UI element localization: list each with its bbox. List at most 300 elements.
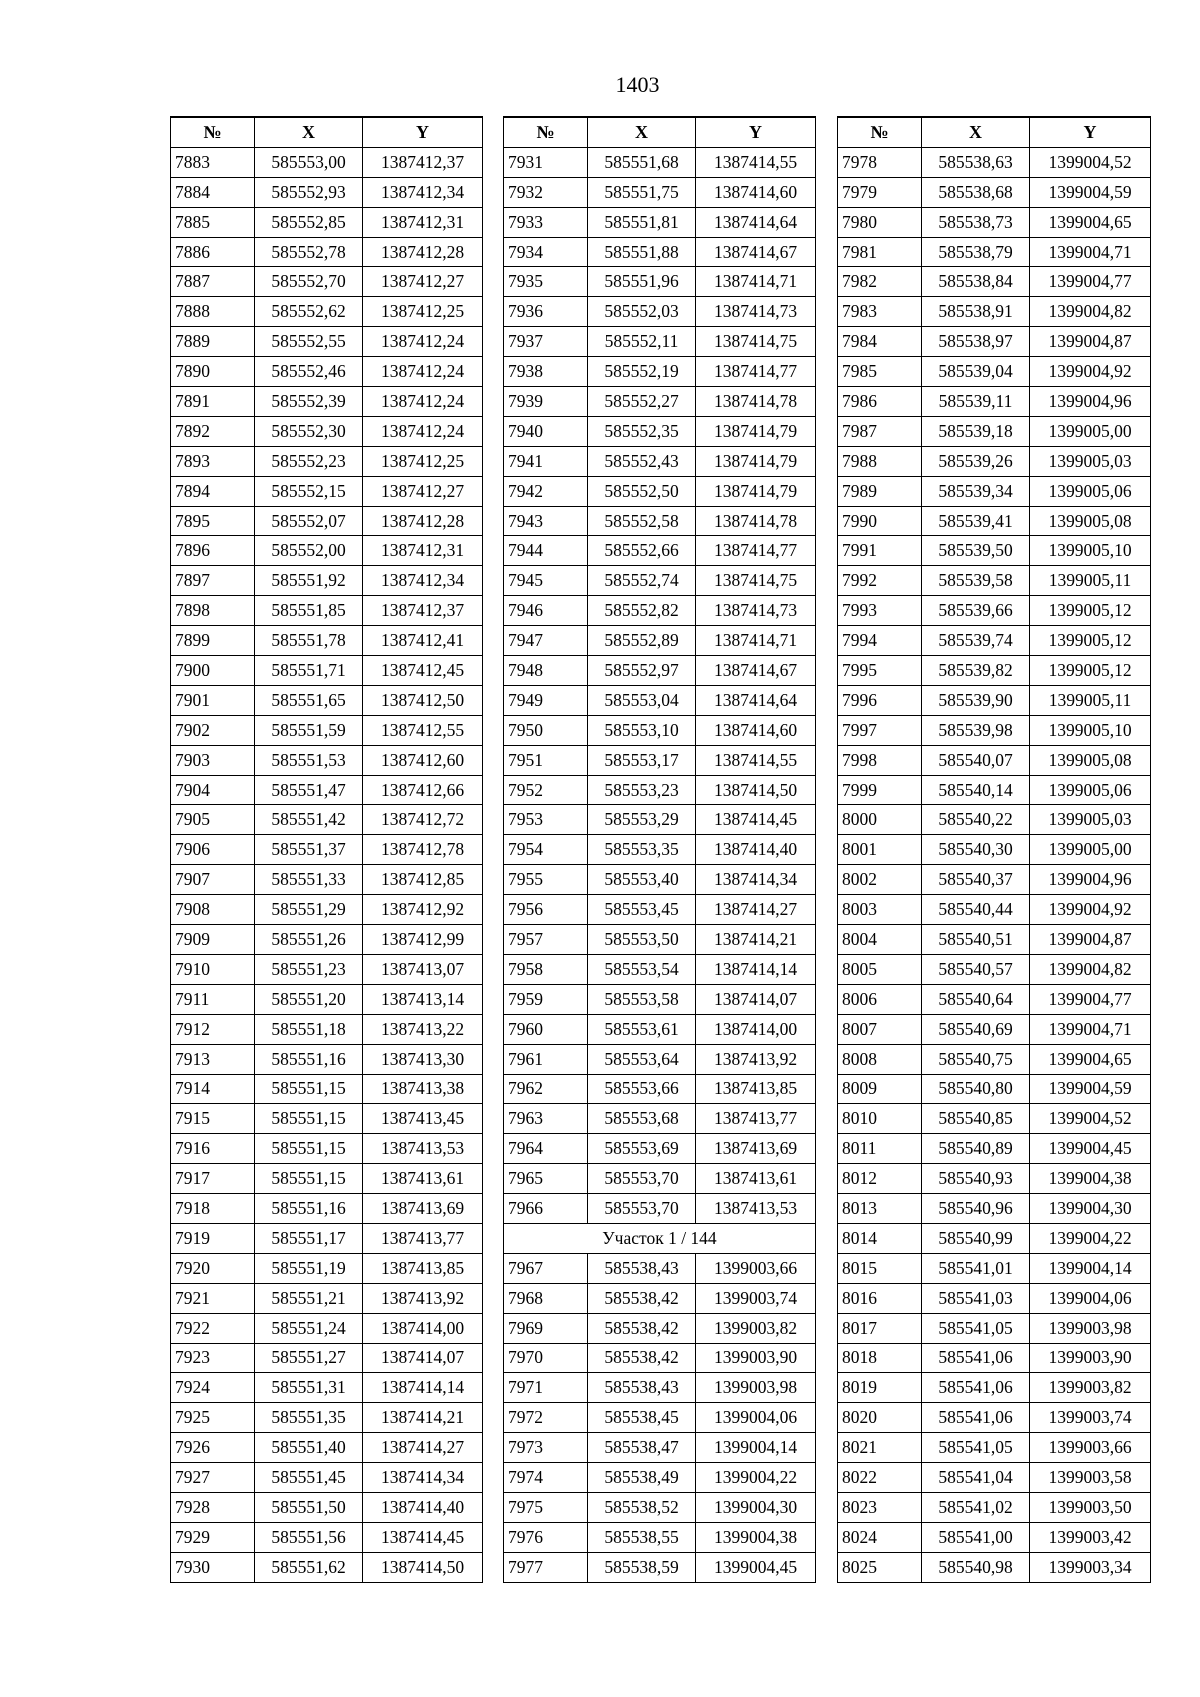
point-number: 7913 <box>171 1044 255 1074</box>
y-coordinate: 1387414,64 <box>696 685 816 715</box>
x-coordinate: 585538,52 <box>588 1492 696 1522</box>
table-row <box>504 656 816 686</box>
x-coordinate: 585540,99 <box>922 1223 1030 1253</box>
table-row <box>171 835 483 865</box>
point-number: 7885 <box>171 207 255 237</box>
coordinates-table-2 <box>503 116 816 1583</box>
y-coordinate: 1399003,82 <box>696 1313 816 1343</box>
x-coordinate: 585552,55 <box>255 327 363 357</box>
y-coordinate: 1387414,00 <box>696 1014 816 1044</box>
section-label: Участок 1 / 144 <box>504 1223 816 1253</box>
x-coordinate: 585539,26 <box>922 446 1030 476</box>
y-coordinate: 1387412,25 <box>363 297 483 327</box>
point-number: 7978 <box>838 147 922 177</box>
x-coordinate: 585552,78 <box>255 237 363 267</box>
x-coordinate: 585538,43 <box>588 1253 696 1283</box>
y-coordinate: 1387414,67 <box>696 237 816 267</box>
table-row <box>171 1463 483 1493</box>
table-row <box>171 237 483 267</box>
x-coordinate: 585539,50 <box>922 536 1030 566</box>
point-number: 7935 <box>504 267 588 297</box>
point-number: 7936 <box>504 297 588 327</box>
table-row <box>504 626 816 656</box>
y-coordinate: 1387413,92 <box>696 1044 816 1074</box>
y-coordinate: 1387413,07 <box>363 954 483 984</box>
y-coordinate: 1399003,98 <box>696 1373 816 1403</box>
table-row <box>838 925 1151 955</box>
table-row <box>504 895 816 925</box>
table-row <box>838 566 1151 596</box>
table-row <box>838 177 1151 207</box>
point-number: 7997 <box>838 715 922 745</box>
table-row <box>838 1343 1151 1373</box>
y-coordinate: 1387412,28 <box>363 506 483 536</box>
point-number: 7907 <box>171 865 255 895</box>
x-coordinate: 585551,88 <box>588 237 696 267</box>
x-coordinate: 585553,69 <box>588 1134 696 1164</box>
point-number: 7969 <box>504 1313 588 1343</box>
table-row <box>171 1194 483 1224</box>
point-number: 7990 <box>838 506 922 536</box>
point-number: 8001 <box>838 835 922 865</box>
table-row <box>171 626 483 656</box>
point-number: 7979 <box>838 177 922 207</box>
point-number: 8022 <box>838 1463 922 1493</box>
x-coordinate: 585552,19 <box>588 357 696 387</box>
point-number: 7965 <box>504 1164 588 1194</box>
point-number: 7993 <box>838 596 922 626</box>
table-row <box>171 476 483 506</box>
table-row <box>171 387 483 417</box>
x-coordinate: 585551,96 <box>588 267 696 297</box>
table-row <box>504 446 816 476</box>
x-coordinate: 585540,85 <box>922 1104 1030 1134</box>
y-coordinate: 1387413,45 <box>363 1104 483 1134</box>
y-coordinate: 1387413,69 <box>363 1194 483 1224</box>
table-row <box>838 984 1151 1014</box>
table-row <box>171 656 483 686</box>
y-coordinate: 1399005,08 <box>1030 506 1151 536</box>
table-row <box>504 1194 816 1224</box>
table-row <box>838 1134 1151 1164</box>
y-coordinate: 1387413,77 <box>696 1104 816 1134</box>
x-coordinate: 585553,70 <box>588 1194 696 1224</box>
table-row <box>504 1463 816 1493</box>
y-coordinate: 1399004,22 <box>696 1463 816 1493</box>
table-row <box>504 297 816 327</box>
y-coordinate: 1387412,55 <box>363 715 483 745</box>
x-coordinate: 585551,68 <box>588 147 696 177</box>
point-number: 7962 <box>504 1074 588 1104</box>
y-coordinate: 1399005,06 <box>1030 476 1151 506</box>
table-row <box>504 1433 816 1463</box>
y-coordinate: 1399004,38 <box>696 1522 816 1552</box>
y-coordinate: 1387414,40 <box>696 835 816 865</box>
y-coordinate: 1399004,71 <box>1030 237 1151 267</box>
point-number: 7891 <box>171 387 255 417</box>
point-number: 7939 <box>504 387 588 417</box>
y-coordinate: 1399004,06 <box>696 1403 816 1433</box>
table-row <box>838 835 1151 865</box>
point-number: 7988 <box>838 446 922 476</box>
y-coordinate: 1387414,71 <box>696 267 816 297</box>
x-coordinate: 585552,82 <box>588 596 696 626</box>
y-coordinate: 1387414,79 <box>696 446 816 476</box>
table-row <box>504 1313 816 1343</box>
point-number: 7951 <box>504 745 588 775</box>
y-coordinate: 1399004,96 <box>1030 387 1151 417</box>
table-row <box>504 925 816 955</box>
table-row <box>504 1134 816 1164</box>
x-coordinate: 585538,55 <box>588 1522 696 1552</box>
point-number: 7985 <box>838 357 922 387</box>
y-coordinate: 1387414,73 <box>696 297 816 327</box>
point-number: 7895 <box>171 506 255 536</box>
point-number: 7915 <box>171 1104 255 1134</box>
x-coordinate: 585553,00 <box>255 147 363 177</box>
x-coordinate: 585553,61 <box>588 1014 696 1044</box>
point-number: 8019 <box>838 1373 922 1403</box>
x-coordinate: 585551,45 <box>255 1463 363 1493</box>
point-number: 7919 <box>171 1223 255 1253</box>
x-coordinate: 585552,15 <box>255 476 363 506</box>
y-coordinate: 1399004,22 <box>1030 1223 1151 1253</box>
y-coordinate: 1387413,53 <box>363 1134 483 1164</box>
point-number: 7955 <box>504 865 588 895</box>
x-coordinate: 585553,68 <box>588 1104 696 1134</box>
y-coordinate: 1387412,41 <box>363 626 483 656</box>
y-coordinate: 1387412,92 <box>363 895 483 925</box>
table-row <box>171 984 483 1014</box>
y-coordinate: 1399005,10 <box>1030 536 1151 566</box>
table-row <box>171 177 483 207</box>
header-number: № <box>171 117 255 147</box>
x-coordinate: 585553,66 <box>588 1074 696 1104</box>
point-number: 7950 <box>504 715 588 745</box>
x-coordinate: 585541,02 <box>922 1492 1030 1522</box>
table-row <box>504 1343 816 1373</box>
table-row <box>504 327 816 357</box>
point-number: 7927 <box>171 1463 255 1493</box>
x-coordinate: 585553,70 <box>588 1164 696 1194</box>
y-coordinate: 1387414,14 <box>696 954 816 984</box>
point-number: 7943 <box>504 506 588 536</box>
table-row <box>504 1104 816 1134</box>
table-row <box>504 596 816 626</box>
x-coordinate: 585538,43 <box>588 1373 696 1403</box>
y-coordinate: 1399005,11 <box>1030 566 1151 596</box>
y-coordinate: 1399005,12 <box>1030 626 1151 656</box>
y-coordinate: 1387414,34 <box>363 1463 483 1493</box>
table-row <box>171 1074 483 1104</box>
y-coordinate: 1399004,82 <box>1030 954 1151 984</box>
x-coordinate: 585551,24 <box>255 1313 363 1343</box>
x-coordinate: 585539,11 <box>922 387 1030 417</box>
x-coordinate: 585540,37 <box>922 865 1030 895</box>
point-number: 7923 <box>171 1343 255 1373</box>
y-coordinate: 1399004,14 <box>696 1433 816 1463</box>
y-coordinate: 1387412,99 <box>363 925 483 955</box>
x-coordinate: 585551,29 <box>255 895 363 925</box>
table-row <box>171 1134 483 1164</box>
y-coordinate: 1399004,71 <box>1030 1014 1151 1044</box>
table-row <box>838 1164 1151 1194</box>
header-y: Y <box>696 117 816 147</box>
x-coordinate: 585540,89 <box>922 1134 1030 1164</box>
y-coordinate: 1399005,00 <box>1030 835 1151 865</box>
table-row <box>171 297 483 327</box>
x-coordinate: 585552,46 <box>255 357 363 387</box>
x-coordinate: 585553,54 <box>588 954 696 984</box>
x-coordinate: 585539,98 <box>922 715 1030 745</box>
point-number: 7929 <box>171 1522 255 1552</box>
table-row <box>838 1283 1151 1313</box>
x-coordinate: 585538,84 <box>922 267 1030 297</box>
table-row <box>838 895 1151 925</box>
point-number: 7909 <box>171 925 255 955</box>
y-coordinate: 1399003,58 <box>1030 1463 1151 1493</box>
table-row <box>171 267 483 297</box>
y-coordinate: 1387412,45 <box>363 656 483 686</box>
table-row <box>838 1522 1151 1552</box>
y-coordinate: 1387414,77 <box>696 357 816 387</box>
x-coordinate: 585551,15 <box>255 1074 363 1104</box>
table-row <box>504 566 816 596</box>
table-row <box>838 1492 1151 1522</box>
y-coordinate: 1399003,74 <box>1030 1403 1151 1433</box>
x-coordinate: 585551,20 <box>255 984 363 1014</box>
x-coordinate: 585540,96 <box>922 1194 1030 1224</box>
y-coordinate: 1387414,07 <box>363 1343 483 1373</box>
x-coordinate: 585552,03 <box>588 297 696 327</box>
table-row <box>171 357 483 387</box>
table-row <box>171 1104 483 1134</box>
y-coordinate: 1387412,31 <box>363 207 483 237</box>
point-number: 7964 <box>504 1134 588 1164</box>
table-row <box>504 835 816 865</box>
x-coordinate: 585539,34 <box>922 476 1030 506</box>
point-number: 8017 <box>838 1313 922 1343</box>
x-coordinate: 585551,19 <box>255 1253 363 1283</box>
y-coordinate: 1387414,64 <box>696 207 816 237</box>
y-coordinate: 1387413,38 <box>363 1074 483 1104</box>
point-number: 7922 <box>171 1313 255 1343</box>
y-coordinate: 1399005,00 <box>1030 416 1151 446</box>
y-coordinate: 1399004,87 <box>1030 327 1151 357</box>
x-coordinate: 585553,50 <box>588 925 696 955</box>
x-coordinate: 585552,89 <box>588 626 696 656</box>
x-coordinate: 585551,18 <box>255 1014 363 1044</box>
y-coordinate: 1387414,07 <box>696 984 816 1014</box>
table-row <box>171 1373 483 1403</box>
x-coordinate: 585551,16 <box>255 1044 363 1074</box>
x-coordinate: 585551,21 <box>255 1283 363 1313</box>
point-number: 8024 <box>838 1522 922 1552</box>
table-row <box>171 446 483 476</box>
table-row <box>838 506 1151 536</box>
y-coordinate: 1399005,03 <box>1030 805 1151 835</box>
point-number: 7883 <box>171 147 255 177</box>
point-number: 7975 <box>504 1492 588 1522</box>
x-coordinate: 585538,68 <box>922 177 1030 207</box>
y-coordinate: 1399005,12 <box>1030 656 1151 686</box>
y-coordinate: 1387413,22 <box>363 1014 483 1044</box>
x-coordinate: 585538,42 <box>588 1313 696 1343</box>
point-number: 7904 <box>171 775 255 805</box>
point-number: 7972 <box>504 1403 588 1433</box>
x-coordinate: 585553,64 <box>588 1044 696 1074</box>
point-number: 7925 <box>171 1403 255 1433</box>
point-number: 7894 <box>171 476 255 506</box>
y-coordinate: 1387412,37 <box>363 596 483 626</box>
x-coordinate: 585541,06 <box>922 1403 1030 1433</box>
coordinates-table-3 <box>837 116 1151 1583</box>
table-row <box>838 237 1151 267</box>
y-coordinate: 1399004,06 <box>1030 1283 1151 1313</box>
y-coordinate: 1399005,11 <box>1030 685 1151 715</box>
x-coordinate: 585539,04 <box>922 357 1030 387</box>
table-row <box>504 476 816 506</box>
y-coordinate: 1399004,59 <box>1030 177 1151 207</box>
point-number: 7893 <box>171 446 255 476</box>
point-number: 7910 <box>171 954 255 984</box>
point-number: 8015 <box>838 1253 922 1283</box>
x-coordinate: 585551,75 <box>588 177 696 207</box>
point-number: 7987 <box>838 416 922 446</box>
y-coordinate: 1387414,45 <box>696 805 816 835</box>
point-number: 7989 <box>838 476 922 506</box>
y-coordinate: 1399005,12 <box>1030 596 1151 626</box>
y-coordinate: 1399004,45 <box>696 1552 816 1582</box>
table-row <box>838 446 1151 476</box>
table-row <box>504 865 816 895</box>
table-row <box>171 1014 483 1044</box>
point-number: 7916 <box>171 1134 255 1164</box>
y-coordinate: 1399003,66 <box>1030 1433 1151 1463</box>
table-row <box>838 147 1151 177</box>
point-number: 7903 <box>171 745 255 775</box>
y-coordinate: 1387412,34 <box>363 177 483 207</box>
table-row <box>838 1433 1151 1463</box>
table-row <box>838 775 1151 805</box>
x-coordinate: 585539,18 <box>922 416 1030 446</box>
y-coordinate: 1387414,73 <box>696 596 816 626</box>
x-coordinate: 585551,15 <box>255 1164 363 1194</box>
table-header-row <box>838 117 1151 147</box>
x-coordinate: 585540,07 <box>922 745 1030 775</box>
x-coordinate: 585540,93 <box>922 1164 1030 1194</box>
section-header-row <box>504 1223 816 1253</box>
table-row <box>504 1164 816 1194</box>
table-row <box>504 1403 816 1433</box>
point-number: 7905 <box>171 805 255 835</box>
table-row <box>504 1014 816 1044</box>
x-coordinate: 585538,47 <box>588 1433 696 1463</box>
point-number: 7998 <box>838 745 922 775</box>
point-number: 7956 <box>504 895 588 925</box>
table-header-row <box>171 117 483 147</box>
table-row <box>504 267 816 297</box>
point-number: 8008 <box>838 1044 922 1074</box>
table-row <box>171 416 483 446</box>
y-coordinate: 1387413,30 <box>363 1044 483 1074</box>
table-row <box>838 1253 1151 1283</box>
y-coordinate: 1399003,34 <box>1030 1552 1151 1582</box>
table-row <box>504 207 816 237</box>
table-row <box>838 865 1151 895</box>
point-number: 8003 <box>838 895 922 925</box>
point-number: 7897 <box>171 566 255 596</box>
point-number: 7973 <box>504 1433 588 1463</box>
point-number: 8011 <box>838 1134 922 1164</box>
x-coordinate: 585553,17 <box>588 745 696 775</box>
x-coordinate: 585538,79 <box>922 237 1030 267</box>
point-number: 7983 <box>838 297 922 327</box>
point-number: 8010 <box>838 1104 922 1134</box>
x-coordinate: 585538,63 <box>922 147 1030 177</box>
table-row <box>504 1283 816 1313</box>
point-number: 7968 <box>504 1283 588 1313</box>
table-row <box>171 1492 483 1522</box>
table-row <box>838 267 1151 297</box>
table-row <box>504 805 816 835</box>
x-coordinate: 585552,11 <box>588 327 696 357</box>
y-coordinate: 1387414,79 <box>696 416 816 446</box>
table-row <box>171 895 483 925</box>
x-coordinate: 585539,58 <box>922 566 1030 596</box>
x-coordinate: 585551,50 <box>255 1492 363 1522</box>
point-number: 7974 <box>504 1463 588 1493</box>
x-coordinate: 585551,92 <box>255 566 363 596</box>
x-coordinate: 585552,62 <box>255 297 363 327</box>
table-row <box>838 626 1151 656</box>
y-coordinate: 1399004,82 <box>1030 297 1151 327</box>
y-coordinate: 1387414,78 <box>696 506 816 536</box>
point-number: 7928 <box>171 1492 255 1522</box>
table-row <box>171 1522 483 1552</box>
y-coordinate: 1387412,27 <box>363 267 483 297</box>
y-coordinate: 1387414,50 <box>696 775 816 805</box>
point-number: 7918 <box>171 1194 255 1224</box>
y-coordinate: 1399005,10 <box>1030 715 1151 745</box>
x-coordinate: 585539,66 <box>922 596 1030 626</box>
table-row <box>504 1492 816 1522</box>
point-number: 7888 <box>171 297 255 327</box>
x-coordinate: 585551,71 <box>255 656 363 686</box>
table-row <box>504 775 816 805</box>
table-row <box>838 596 1151 626</box>
point-number: 7945 <box>504 566 588 596</box>
x-coordinate: 585538,97 <box>922 327 1030 357</box>
x-coordinate: 585552,23 <box>255 446 363 476</box>
table-row <box>838 476 1151 506</box>
y-coordinate: 1399004,38 <box>1030 1164 1151 1194</box>
point-number: 7984 <box>838 327 922 357</box>
y-coordinate: 1399005,08 <box>1030 745 1151 775</box>
y-coordinate: 1399004,96 <box>1030 865 1151 895</box>
x-coordinate: 585551,15 <box>255 1134 363 1164</box>
table-row <box>838 357 1151 387</box>
x-coordinate: 585540,44 <box>922 895 1030 925</box>
x-coordinate: 585540,69 <box>922 1014 1030 1044</box>
x-coordinate: 585538,42 <box>588 1343 696 1373</box>
point-number: 8023 <box>838 1492 922 1522</box>
x-coordinate: 585552,70 <box>255 267 363 297</box>
table-row <box>504 1373 816 1403</box>
table-row <box>171 1164 483 1194</box>
x-coordinate: 585551,47 <box>255 775 363 805</box>
x-coordinate: 585553,40 <box>588 865 696 895</box>
